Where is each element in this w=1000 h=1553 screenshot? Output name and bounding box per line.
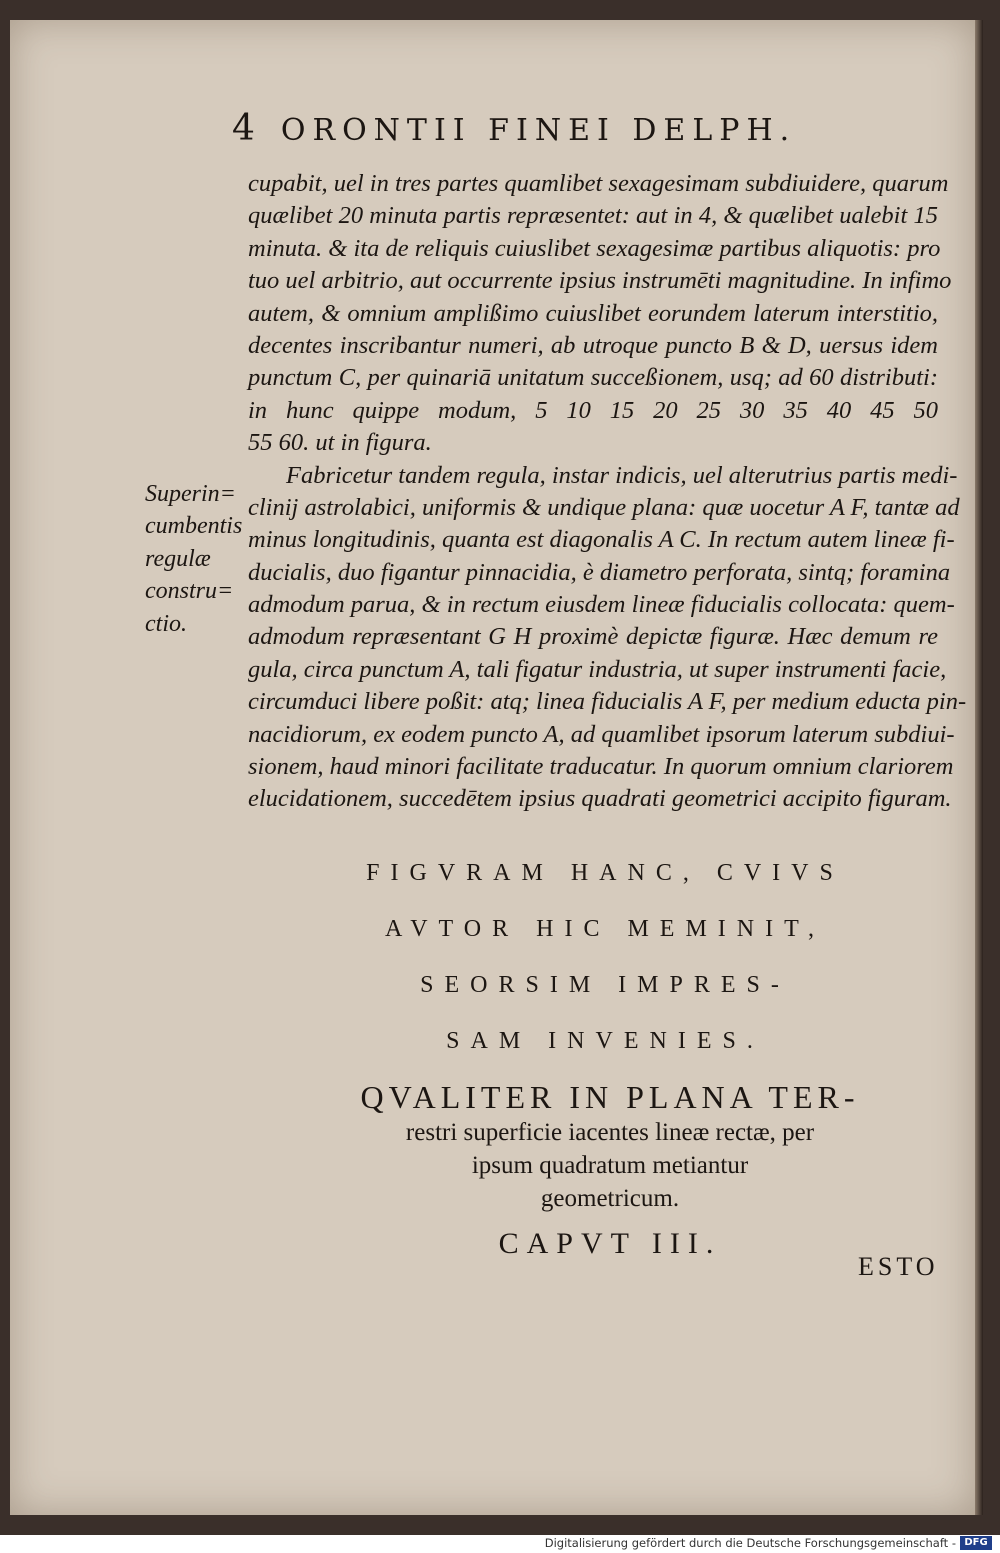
text-line: decentes inscribantur numeri, ab utroque puncto B & D, uersus idem <box>248 331 938 359</box>
figure-notice-line: SAM INVENIES. <box>446 1028 764 1054</box>
text-line: minus longitudinis, quanta est diagonalis A C. In rectum autem lineæ fi- <box>248 526 955 554</box>
dfg-logo: DFG <box>960 1536 992 1550</box>
figure-notice-line: SEORSIM IMPRES- <box>420 972 790 998</box>
chapter-title-line: geometricum. <box>540 1185 680 1212</box>
text-line: gula, circa punctum A, tali figatur industria, ut super instrumenti facie, <box>248 655 947 683</box>
marginal-note-line: ctio. <box>145 610 187 637</box>
marginal-note <box>145 478 245 640</box>
text-line: autem, & omnium amplißimo cuiuslibet eorundem laterum interstitio, <box>248 299 938 327</box>
text-line: Fabricetur tandem regula, instar indicis, uel alterutrius partis medi- <box>286 461 958 489</box>
text-line: ducialis, duo figantur pinnacidia, è diametro perforata, sintq; foramina <box>248 558 951 586</box>
text-line: 55 60. ut in figura. <box>248 429 432 457</box>
figure-notice-line: AVTOR HIC MEMINIT, <box>384 916 825 942</box>
chapter-title-line: restri superficie iacentes lineæ rectæ, per <box>405 1119 815 1146</box>
text-line: in hunc quippe modum, 5 10 15 20 25 30 35 40 45 50 <box>248 396 938 424</box>
page-edge <box>975 20 983 1515</box>
text-line: minuta. & ita de reliquis cuiuslibet sexagesimæ partibus aliquotis: pro <box>248 234 941 262</box>
text-line: sionem, haud minori facilitate traducatur. In quorum omnium clariorem <box>248 753 954 781</box>
text-line: quælibet 20 minuta partis repræsentet: aut in 4, & quælibet ualebit 15 <box>248 202 938 230</box>
text-line: punctum C, per quinariā unitatum succeßionem, usq; ad 60 distributi: <box>248 364 938 392</box>
digitization-credit: Digitalisierung gefördert durch die Deutsche Forschungsgemeinschaft - <box>544 1536 956 1550</box>
running-head <box>232 108 932 149</box>
text-line: circumduci libere poßit: atq; linea fiducialis A F, per medium educta pin- <box>248 688 967 716</box>
marginal-note-line: regulæ <box>145 545 211 572</box>
figure-notice-line: FIGVRAM HANC, CVIVS <box>366 860 844 886</box>
marginal-note-line: cumbentis <box>145 513 243 540</box>
text-line: admodum parua, & in rectum eiusdem lineæ fiducialis collocata: quem- <box>248 591 955 619</box>
chapter-heading <box>290 1078 930 1261</box>
running-head-title: ORONTII FINEI DELPH. <box>280 113 797 148</box>
text-line: tuo uel arbitrio, aut occurrente ipsius instrumēti magnitudine. In infimo <box>248 267 952 295</box>
chapter-title-line: ipsum quadratum metiantur <box>471 1152 749 1179</box>
marginal-note-line: constru= <box>145 578 234 605</box>
text-line: cupabit, uel in tres partes quamlibet sexagesimam subdiuidere, quarum <box>248 170 949 197</box>
text-line: admodum repræsentant G H proximè depictæ figuræ. Hæc demum re <box>248 623 938 651</box>
body-text <box>248 168 967 816</box>
chapter-number: CAPVT III. <box>498 1227 722 1260</box>
text-line: clinij astrolabici, uniformis & undique plana: quæ uocetur A F, tantæ ad <box>248 493 960 521</box>
text-line: nacidiorum, ex eodem puncto A, ad quamlibet ipsorum laterum subdiui- <box>248 720 955 748</box>
marginal-note-line: Superin= <box>145 481 236 507</box>
text-line: elucidationem, succedētem ipsius quadrati geometrici accipito figuram. <box>248 785 952 813</box>
page-number: 4 <box>232 108 255 149</box>
chapter-title-line: QVALITER IN PLANA TER- <box>360 1079 860 1115</box>
catchword: ESTO <box>858 1252 939 1281</box>
